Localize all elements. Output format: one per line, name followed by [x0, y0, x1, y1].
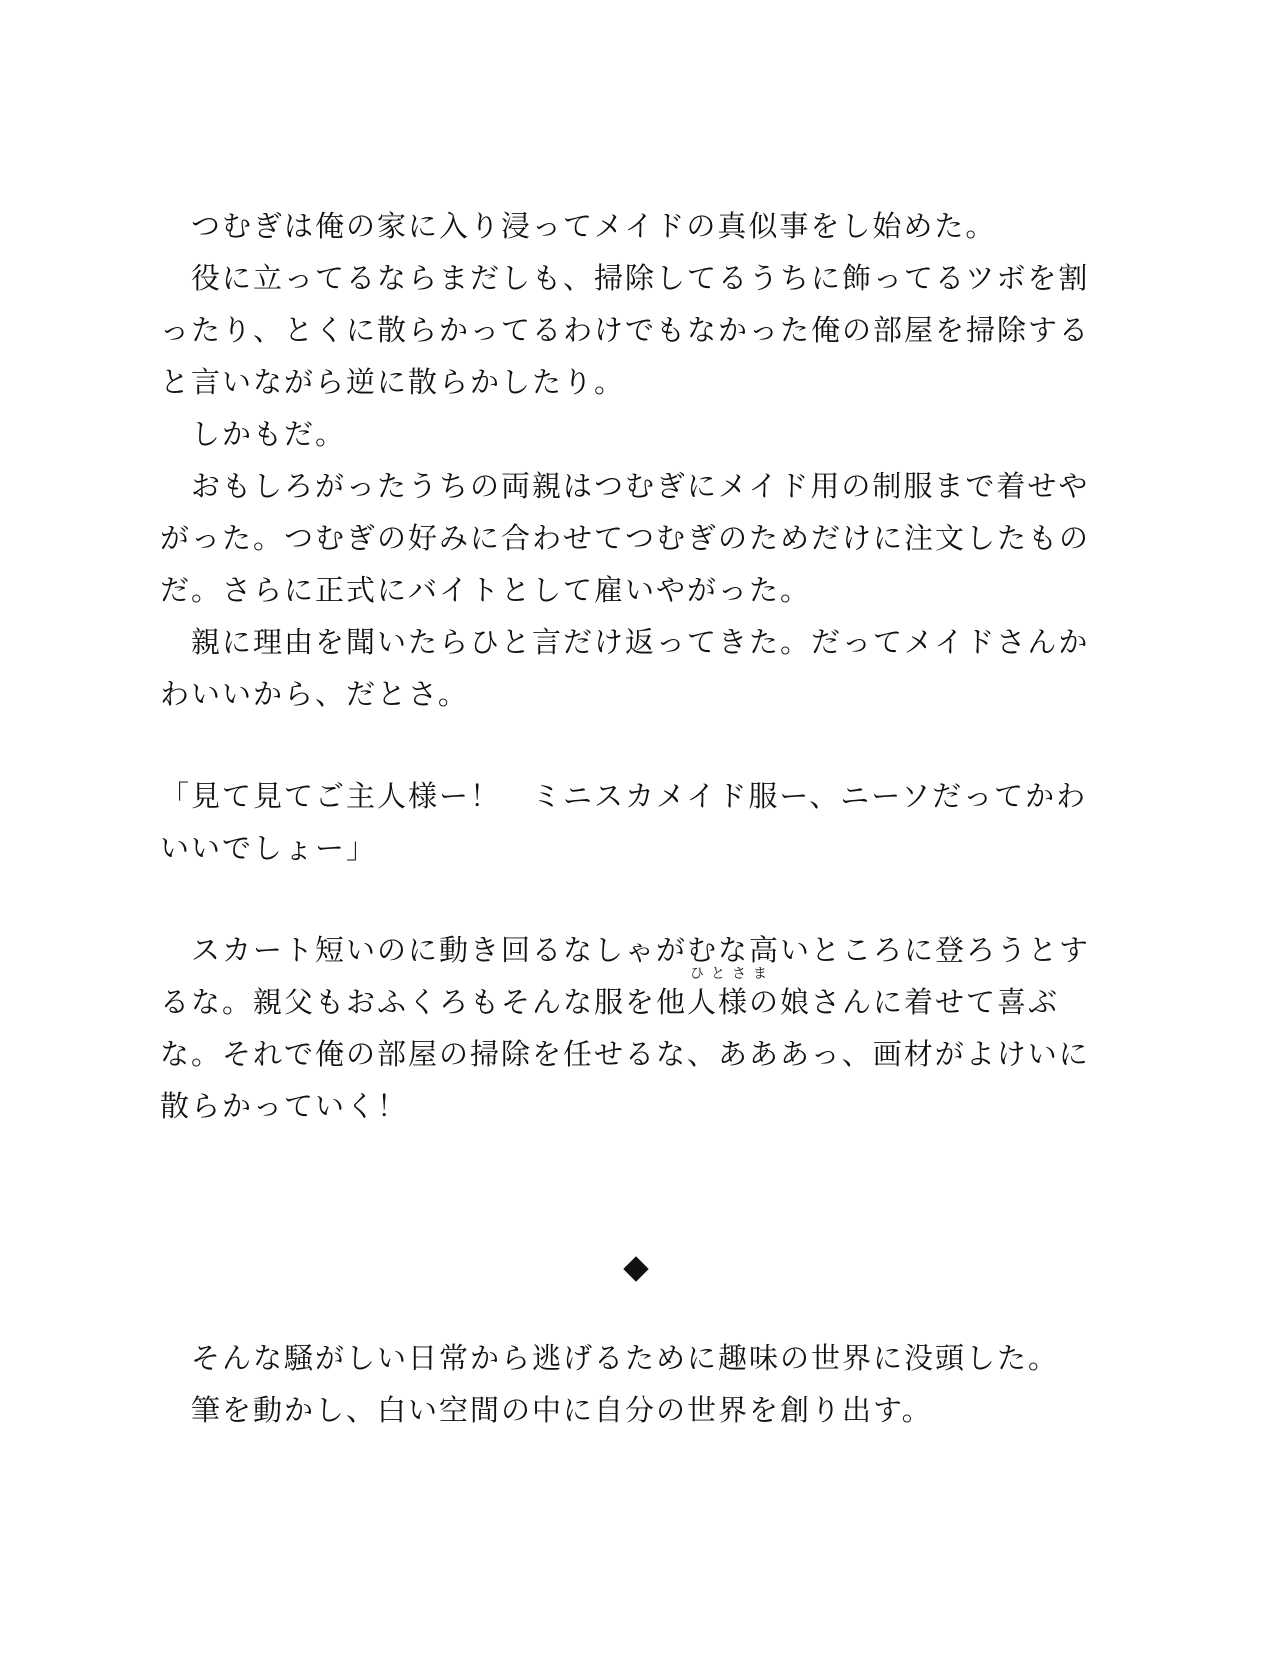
text-line: つむぎは俺の家に入り浸ってメイドの真似事をし始めた。	[160, 209, 997, 243]
text-line: そんな騒がしい日常から逃げるために趣味の世界に没頭した。	[160, 1341, 1060, 1375]
text-line: だ。さらに正式にバイトとして雇いやがった。	[160, 573, 812, 607]
text-line: わいいから、だとさ。	[160, 677, 469, 711]
text-line: しかもだ。	[160, 417, 347, 451]
text-line: るな。親父もおふくろもそんな服を他人様の娘さんに着せて喜ぶ	[160, 985, 1060, 1019]
text-line: おもしろがったうちの両親はつむぎにメイド用の制服まで着せや	[160, 469, 1090, 503]
section-break-diamond-icon	[623, 1256, 648, 1281]
dialogue-line: いいでしょー」	[160, 831, 378, 865]
text-line: 散らかっていく！	[160, 1089, 409, 1123]
dialogue-line: 「見て見てご主人様ー！ ミニスカメイド服ー、ニーソだってかわ	[160, 779, 1088, 813]
text-line: ったり、とくに散らかってるわけでもなかった俺の部屋を掃除する	[160, 313, 1091, 347]
text-line: な。それで俺の部屋の掃除を任せるな、あああっ、画材がよけいに	[160, 1037, 1090, 1071]
text-line: スカート短いのに動き回るなしゃがむな高いところに登ろうとす	[160, 933, 1091, 967]
text-line: 筆を動かし、白い空間の中に自分の世界を創り出す。	[160, 1393, 933, 1427]
text-line: がった。つむぎの好みに合わせてつむぎのためだけに注文したもの	[160, 521, 1091, 555]
text-line: と言いながら逆に散らかしたり。	[160, 365, 626, 399]
text-line: 役に立ってるならまだしも、掃除してるうちに飾ってるツボを割	[160, 261, 1090, 295]
text-line: 親に理由を聞いたらひと言だけ返ってきた。だってメイドさんか	[160, 625, 1090, 659]
ruby-reading: ひとさま	[690, 966, 774, 982]
